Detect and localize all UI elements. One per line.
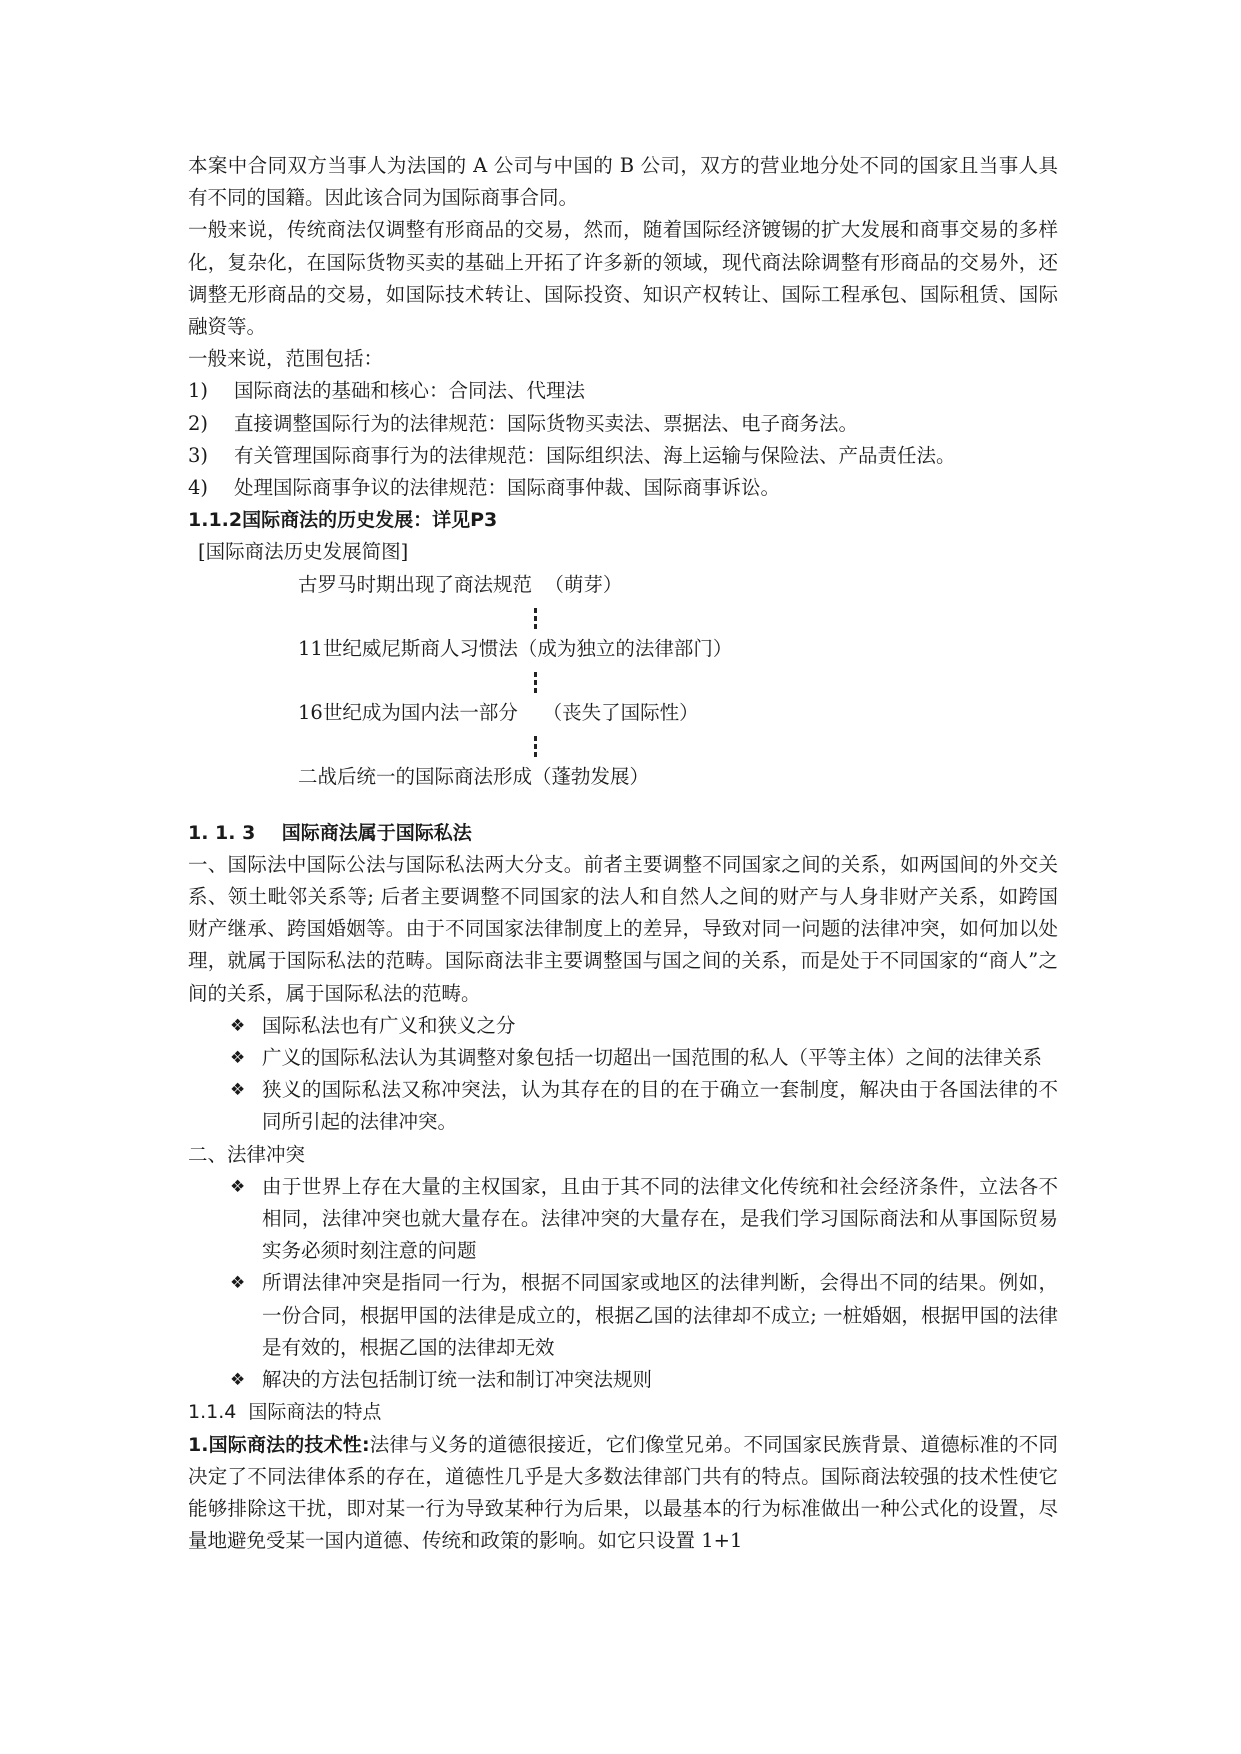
list-item [230,1010,1058,1042]
diamond-bullet-icon: ❖ [230,1048,246,1069]
list-text: 有关管理国际商事行为的法律规范：国际组织法、海上运输与保险法、产品责任法。 [234,443,956,467]
diagram-step-1: 古罗马时期出现了商法规范 （萌芽） [298,572,623,596]
intro-paragraph-1: 本案中合同双方当事人为法国的 A 公司与中国的 B 公司，双方的营业地分处不同的国家且当事人具有不同的国籍。因此该合同为国际商事合同。 [188,154,1058,210]
section-heading-113: 1. 1. 3 国际商法属于国际私法 [188,821,472,844]
bullet-list-conflict [230,1171,1058,1396]
section-114-text: 法律与义务的道德很接近，它们像堂兄弟。不同国家民族背景、道德标准的不同决定了不同法律体系的存在，道德性几乎是大多数法律部门共有的特点。国际商法较强的技术性使它能够排除这干扰，即对某一行为导致某种行为后果，以最基本的行为标准做出一种公式化的设置，尽量地避免受某一国内道德、传统和政策的影响。如它只设置 1+1 [188,1432,1058,1553]
list-item [230,1042,1058,1074]
diagram-title: [国际商法历史发展简图] [198,540,409,564]
diamond-bullet-icon: ❖ [230,1370,246,1391]
diagram-step-3: 16世纪成为国内法一部分 （丧失了国际性） [298,700,699,724]
list-number: 4) [188,476,209,500]
list-item [188,408,1058,440]
section-114-paragraph [188,1429,1058,1558]
diamond-bullet-icon: ❖ [230,1080,246,1101]
list-item [230,1171,1058,1268]
scope-list [188,375,1058,504]
bold-lead-text: 1.国际商法的技术性: [188,1433,370,1456]
intro-paragraph-2: 一般来说，传统商法仅调整有形商品的交易，然而，随着国际经济镀锡的扩大发展和商事交易的多样化，复杂化，在国际货物买卖的基础上开拓了许多新的领域，现代商法除调整有形商品的交易外，还调整无形商品的交易，如国际技术转让、国际投资、知识产权转让、国际工程承包、国际租赁、国际融资等。 [188,218,1058,339]
diamond-bullet-icon: ❖ [230,1015,246,1036]
subheading-conflict: 二、法律冲突 [188,1142,306,1166]
list-text: 直接调整国际行为的法律规范：国际货物买卖法、票据法、电子商务法。 [234,411,859,435]
list-number: 1) [188,379,209,403]
list-item [230,1074,1058,1138]
diagram-step-4: 二战后统一的国际商法形成（蓬勃发展） [298,764,650,788]
bullet-list-private-law [230,1010,1058,1139]
section-113-paragraph: 一、国际法中国际公法与国际私法两大分支。前者主要调整不同国家之间的关系，如两国间的外交关系、领土毗邻关系等; 后者主要调整不同国家的法人和自然人之间的财产与人身非财产关系，如跨国财产继承、跨国婚姻等。由于不同国家法律制度上的差异，导致对同一问题的法律冲突，如何加以处理，就属于国际私法的范畴。国际商法非主要调整国与国之间的关系，而是处于不同国家的“商人”之间的关系，属于国际私法的范畴。 [188,852,1058,1005]
list-text: 国际商法的基础和核心：合同法、代理法 [234,379,586,403]
section-heading-114: 1.1.4 国际商法的特点 [188,1401,382,1424]
bullet-text: 国际私法也有广义和狭义之分 [262,1013,516,1037]
diamond-bullet-icon: ❖ [230,1273,246,1294]
dotted-connector [534,736,538,760]
list-item [188,472,1058,504]
list-text: 处理国际商事争议的法律规范：国际商事仲裁、国际商事诉讼。 [234,476,781,500]
bullet-text: 广义的国际私法认为其调整对象包括一切超出一国范围的私人（平等主体）之间的法律关系 [262,1046,1043,1070]
diamond-bullet-icon: ❖ [230,1176,246,1197]
document-page [188,150,1058,1557]
list-item [188,375,1058,407]
diagram-step-2: 11世纪威尼斯商人习惯法（成为独立的法律部门） [298,636,733,660]
list-item [230,1364,1058,1396]
dotted-connector [534,608,538,632]
list-number: 3) [188,443,209,467]
bullet-text: 解决的方法包括制订统一法和制订冲突法规则 [262,1368,653,1392]
list-item [230,1267,1058,1364]
history-diagram [188,569,1058,817]
bullet-text: 由于世界上存在大量的主权国家，且由于其不同的法律文化传统和社会经济条件，立法各不相同，法律冲突也就大量存在。法律冲突的大量存在，是我们学习国际商法和从事国际贸易实务必须时刻注意的问题 [262,1174,1058,1263]
bullet-text: 所谓法律冲突是指同一行为，根据不同国家或地区的法律判断，会得出不同的结果。例如，一份合同，根据甲国的法律是成立的，根据乙国的法律却不成立; 一桩婚姻，根据甲国的法律是有效的，根据乙国的法律却无效 [262,1271,1058,1359]
dotted-connector [534,672,538,696]
list-item [188,440,1058,472]
bullet-text: 狭义的国际私法又称冲突法，认为其存在的目的在于确立一套制度，解决由于各国法律的不同所引起的法律冲突。 [262,1078,1058,1134]
list-number: 2) [188,411,209,435]
section-heading-112: 1.1.2国际商法的历史发展：详见P3 [188,509,498,532]
intro-paragraph-3: 一般来说，范围包括： [188,347,384,371]
